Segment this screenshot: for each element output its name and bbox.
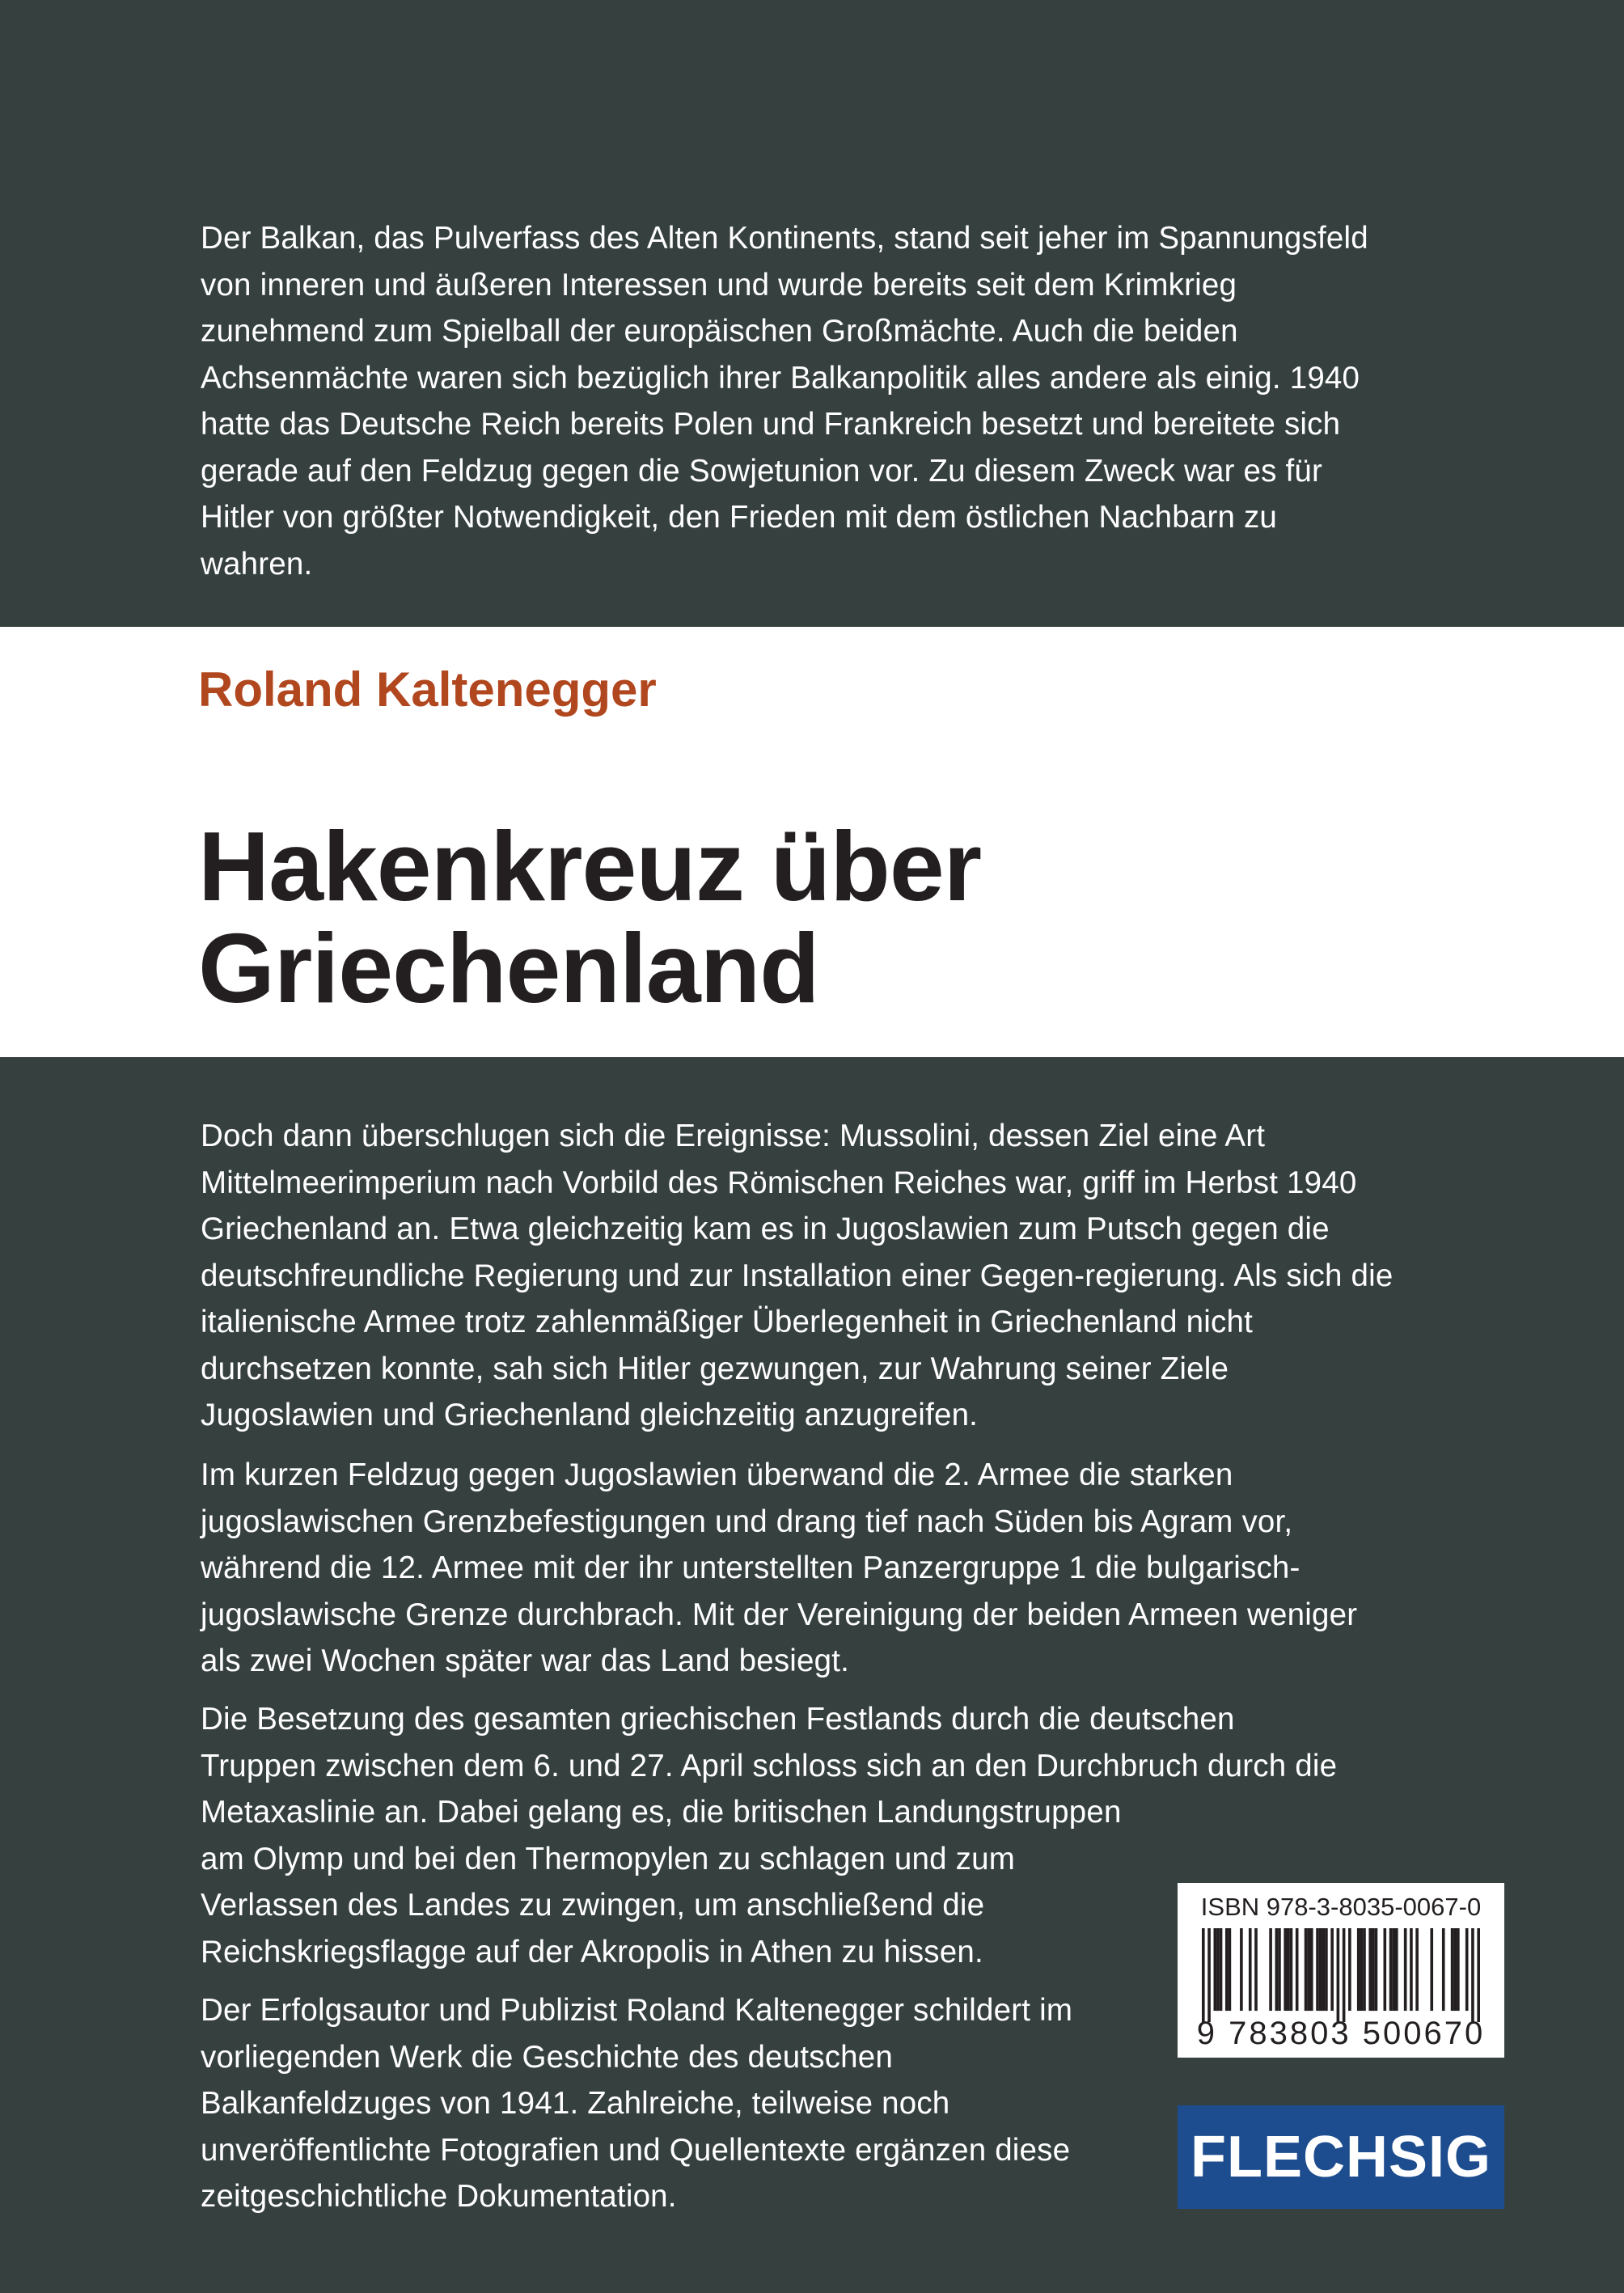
barcode-image [1202, 1928, 1480, 2022]
barcode-bar [1305, 1928, 1308, 2011]
barcode-bar [1389, 1928, 1393, 2011]
barcode-bar [1220, 1928, 1223, 2011]
barcode-bar [1348, 1928, 1351, 2011]
barcode-bar [1395, 1928, 1398, 2011]
isbn-label: ISBN 978-3-8035-0067-0 [1200, 1893, 1482, 1921]
barcode-bar [1477, 1928, 1480, 2022]
barcode-bar [1368, 1928, 1372, 2011]
barcode-bar [1363, 1928, 1366, 2011]
barcode-bar [1357, 1928, 1360, 2011]
isbn-barcode-box [1178, 1883, 1504, 2058]
isbn-digits: 9 783803 500670 [1196, 2016, 1486, 2051]
barcode-bar [1229, 1928, 1232, 2011]
barcode-bar [1284, 1928, 1287, 2011]
barcode-bar [1457, 1928, 1460, 2011]
barcode-bar [1216, 1928, 1220, 2011]
barcode-bar [1415, 1928, 1419, 2011]
barcode-bar [1319, 1928, 1322, 2011]
author-name: Roland Kaltenegger [198, 662, 657, 717]
barcode-bar [1225, 1928, 1229, 2011]
barcode-bar [1343, 1928, 1346, 2022]
barcode-bar [1254, 1928, 1258, 2011]
title-band [0, 627, 1624, 1057]
barcode-bar [1325, 1928, 1328, 2011]
barcode-bar [1202, 1928, 1205, 2022]
barcode-bar [1290, 1928, 1293, 2011]
barcode-bar [1310, 1928, 1313, 2011]
barcode-bar [1384, 1928, 1387, 2011]
intro-panel [0, 0, 1624, 627]
barcode-bar [1249, 1928, 1252, 2011]
barcode-bar [1337, 1928, 1340, 2022]
barcode-bar [1372, 1928, 1375, 2011]
barcode-bar [1404, 1928, 1407, 2011]
description-paragraph-3-part-1: Die Besetzung des gesamten griechischen Festlands durch die deutschen Truppen zwischen dem 6. und 27. April schloss sich an den Durchbruch durch die Metaxaslinie an. Dabei gelang es, die britischen Landungstruppen [201, 1702, 1338, 1830]
intro-paragraph: Der Balkan, das Pulverfass des Alten Kontinents, stand seit jeher im Spannungsfeld von inneren und äußeren Interessen und wurde bereits seit dem Krimkrieg zunehmend zum Spielball der europäischen Großmächte. Auch die beiden Achsenmächte waren sich bezüglich ihrer Balkanpolitik alles andere als einig. 1940 hatte das Deutsche Reich bereits Polen und Frankreich besetzt und bereitete sich gerade auf den Feldzug gegen die Sowjetunion vor. Zu diesem Zweck war es für Hitler von größter Notwendigkeit, den Frieden mit dem östlichen Nachbarn zu wahren. [201, 221, 1368, 582]
barcode-bar [1442, 1928, 1445, 2011]
barcode-bar [1213, 1928, 1216, 2011]
publisher-logo: FLECHSIG [1178, 2105, 1504, 2209]
barcode-bar [1322, 1928, 1325, 2011]
barcode-bar [1207, 1928, 1211, 2022]
book-title-line-2: Griechenland [198, 913, 819, 1023]
description-paragraph-3-part-2: am Olymp und bei den Thermopylen zu schlagen und zum Verlassen des Landes zu zwingen, um anschließend die Reichskriegsflagge auf der Akropolis in Athen zu hissen. [201, 1841, 1015, 1969]
barcode-bar [1410, 1928, 1413, 2011]
barcode-bar [1360, 1928, 1364, 2011]
barcode-bar [1465, 1928, 1469, 2011]
barcode-bar [1430, 1928, 1433, 2011]
description-paragraph-4: Der Erfolgsautor und Publizist Roland Kaltenegger schildert im vorliegenden Werk die Geschichte des deutschen Balkanfeldzuges von 1941. Zahlreiche, teilweise noch unveröffentlichte Fotografien und Quellentexte ergänzen diese zeitgeschichtliche Dokumentation. [201, 1993, 1073, 2214]
barcode-bar [1316, 1928, 1319, 2011]
barcode-bar [1287, 1928, 1290, 2011]
barcode-bar [1296, 1928, 1299, 2011]
description-paragraph-2: Im kurzen Feldzug gegen Jugoslawien überwand die 2. Armee die starken jugoslawischen Grenzbefestigungen und drang tief nach Süden bis Agram vor, während die 12. Armee mit der ihr unterstellten Panzergruppe 1 die bulgarisch-jugoslawische Grenze durchbrach. Mit der Vereinigung der beiden Armeen weniger als zwei Wochen später war das Land besiegt. [201, 1457, 1358, 1678]
barcode-bar [1451, 1928, 1454, 2011]
barcode-bar [1269, 1928, 1272, 2011]
barcode-bar [1307, 1928, 1310, 2011]
barcode-bar [1275, 1928, 1279, 2011]
barcode-bar [1278, 1928, 1281, 2011]
book-title-line-1: Hakenkreuz über [198, 811, 982, 921]
barcode-bar [1375, 1928, 1378, 2011]
barcode-bar [1453, 1928, 1457, 2011]
description-paragraph-1: Doch dann überschlugen sich die Ereignisse: Mussolini, dessen Ziel eine Art Mittelmeerimperium nach Vorbild des Römischen Reiches war, griff im Herbst 1940 Griechenland an. Etwa gleichzeitig kam es in Jugoslawien zum Putsch gegen die deutschfreundliche Regierung und zur Installation einer Gegen-regierung. Als sich die italienische Armee trotz zahlenmäßiger Überlegenheit in Griechenland nicht durchsetzen konnte, sah sich Hitler gezwungen, zur Wahrung seiner Ziele Jugoslawien und Griechenland gleichzeitig anzugreifen. [201, 1119, 1394, 1432]
barcode-bar [1471, 1928, 1474, 2022]
barcode-bar [1240, 1928, 1243, 2011]
barcode-bar [1330, 1928, 1334, 2011]
book-title [198, 811, 982, 1023]
barcode-bar [1392, 1928, 1395, 2011]
